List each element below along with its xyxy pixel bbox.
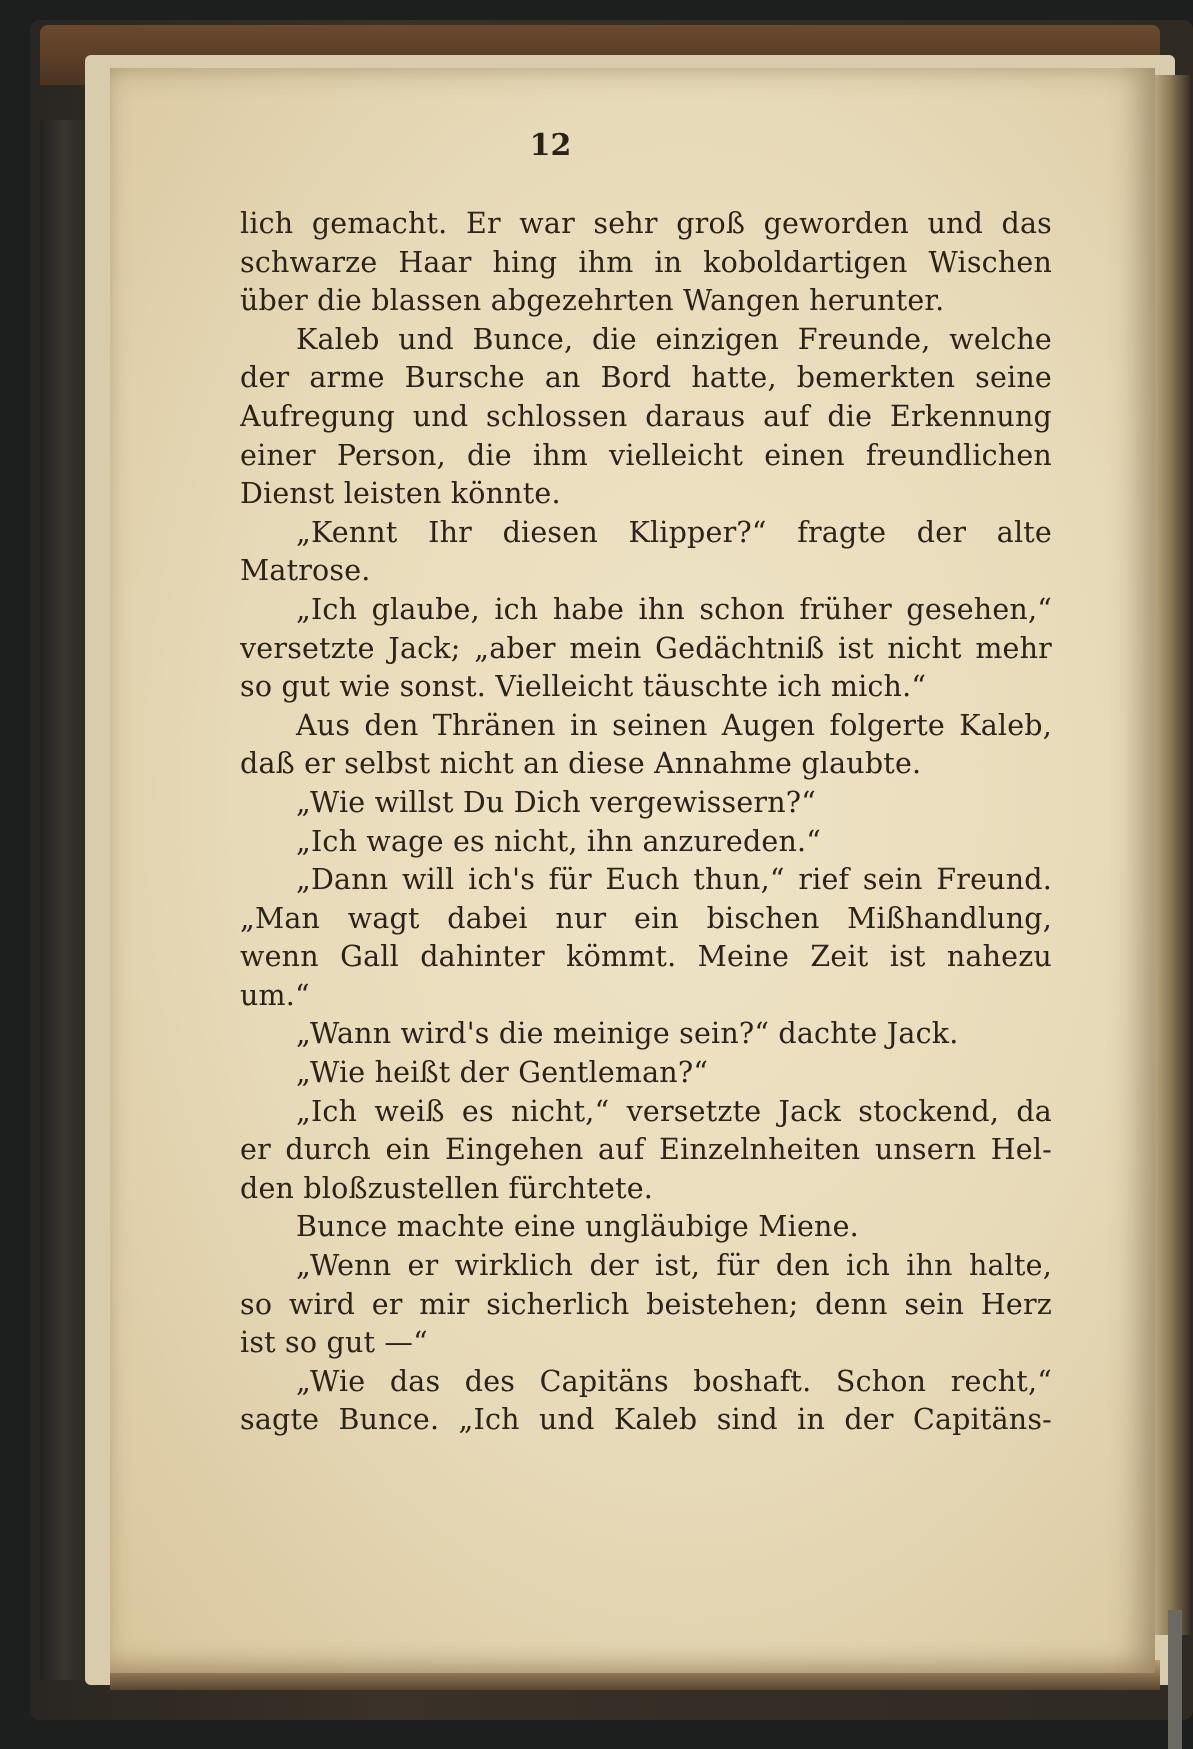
page-number: 12 bbox=[529, 128, 572, 163]
text-line: daß er selbst nicht an diese Annahme glaubte. bbox=[240, 747, 922, 781]
text-line: „Dann will ich's für Euch thun,“ rief sein Freund. bbox=[296, 863, 1052, 897]
book-spine bbox=[40, 120, 88, 1680]
text-line: ist so gut —“ bbox=[240, 1326, 428, 1360]
text-line: „Wie das des Capitäns boshaft. Schon recht,“ bbox=[296, 1364, 1052, 1398]
text-line: „Wie willst Du Dich vergewissern?“ bbox=[296, 785, 817, 819]
text-line: Kaleb und Bunce, die einzigen Freunde, welche bbox=[296, 322, 1052, 356]
text-line: der arme Bursche an Bord hatte, bemerkten seine bbox=[240, 361, 1052, 395]
text-line: wenn Gall dahinter kömmt. Meine Zeit ist nahezu bbox=[240, 940, 1052, 974]
text-line: Aufregung und schlossen daraus auf die Erkennung bbox=[240, 399, 1052, 433]
text-line: so wird er mir sicherlich beistehen; denn sein Herz bbox=[240, 1287, 1052, 1321]
text-line: „Wenn er wirklich der ist, für den ich ihn halte, bbox=[296, 1249, 1052, 1283]
text-line: Aus den Thränen in seinen Augen folgerte Kaleb, bbox=[296, 708, 1052, 742]
text-line: Matrose. bbox=[240, 554, 371, 588]
text-line: „Man wagt dabei nur ein bischen Mißhandlung, bbox=[240, 901, 1052, 935]
text-line: er durch ein Eingehen auf Einzelnheiten unsern Hel- bbox=[240, 1133, 1052, 1167]
text-line: „Wann wird's die meinige sein?“ dachte Jack. bbox=[296, 1017, 959, 1051]
text-line: Dienst leisten könnte. bbox=[240, 477, 561, 511]
text-line: über die blassen abgezehrten Wangen herunter. bbox=[240, 284, 945, 318]
page-text bbox=[240, 205, 1052, 1440]
text-line: einer Person, die ihm vielleicht einen freundlichen bbox=[240, 438, 1052, 472]
text-line: „Ich weiß es nicht,“ versetzte Jack stockend, da bbox=[296, 1094, 1052, 1128]
text-line: so gut wie sonst. Vielleicht täuschte ich mich.“ bbox=[240, 670, 927, 704]
text-line: „Wie heißt der Gentleman?“ bbox=[296, 1056, 709, 1090]
text-line: lich gemacht. Er war sehr groß geworden und das bbox=[240, 207, 1052, 240]
bookmark-ribbon bbox=[1168, 1610, 1182, 1749]
text-line: Bunce machte eine ungläubige Miene. bbox=[296, 1210, 859, 1244]
text-line: „Kennt Ihr diesen Klipper?“ fragte der alte bbox=[296, 515, 1052, 549]
text-line: sagte Bunce. „Ich und Kaleb sind in der Capitäns- bbox=[240, 1403, 1052, 1437]
text-line: „Ich glaube, ich habe ihn schon früher gesehen,“ bbox=[296, 592, 1052, 626]
text-line: schwarze Haar hing ihm in koboldartigen Wischen bbox=[240, 245, 1052, 279]
text-line: den bloßzustellen fürchtete. bbox=[240, 1171, 654, 1205]
page-right-edge bbox=[1150, 75, 1190, 1635]
text-line: versetzte Jack; „aber mein Gedächtniß ist nicht mehr bbox=[240, 631, 1052, 665]
text-line: „Ich wage es nicht, ihn anzureden.“ bbox=[296, 824, 822, 858]
text-line: um.“ bbox=[240, 978, 310, 1012]
